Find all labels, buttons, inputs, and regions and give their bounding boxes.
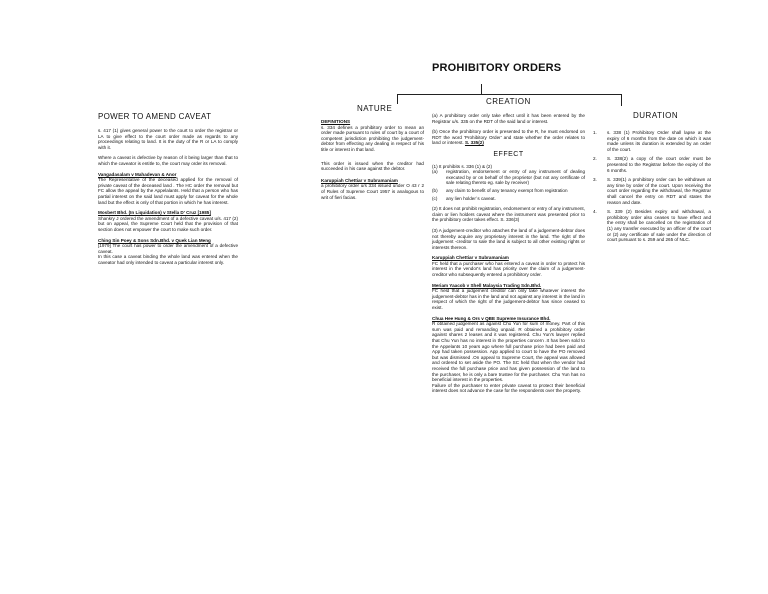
list-item [593, 130, 711, 152]
list-number: 1. [593, 130, 597, 135]
effect-intro: (1) It prohibits s. 336 (1) & (2) [432, 163, 492, 169]
list-text: S. 339 (2) Besides expiry and withdrawal, a prohibitory order also ceases to have effect and the entry shall be cancelled on the registration of (1) any transfer executed by an officer of the court or (2) any certificate of sale under the direction of court pursuant to s. 259 and 265 of NLC. [607, 209, 711, 243]
case-title: Meriam Yaacob v Shell Malaysia Trading Sdn.Bhd. [432, 282, 542, 288]
case-text: The Representative of the deceased applied for the removal of private caveat of the deceased land . The HC order the removal but FC allow the appeal by the Appelalants. Held that a person who has partial interest on the said land must apply for caveat for the whole land but the effect is only of that portion in which he has interest. [98, 177, 238, 205]
paragraph: (3) A judgement-creditor who attaches the land of a judgement-debtor does not thereby acquire any proprietary interest in the land. The right of the judgement -creditor to sale the land is subject to all other existing rights or interests thereon. [432, 227, 585, 250]
list-text: registration, endorsement or entry of any instrument of dealing executed by or on behalf of the proprietor (but not any certificate of sale relating thereto eg. sale by receiver) [446, 169, 585, 186]
paragraph: Where a caveat is defective by reason of it being larger than that to which the caveator is entitle to, the court may order its removal. [98, 155, 238, 166]
list-number: (b) [432, 187, 438, 193]
column-creation-effect [432, 113, 585, 394]
list-item [432, 188, 585, 194]
page-title: PROHIBITORY ORDERS [432, 62, 562, 74]
duration-list [593, 130, 711, 243]
list-item [432, 196, 585, 202]
diagram-hbar [397, 94, 622, 95]
effect-list [432, 169, 585, 201]
case-title: Karuppiah Chettiar v Subramaniam [432, 255, 509, 261]
column-nature [321, 119, 424, 205]
list-text: S. 339(1) a prohibitory order can be withdrawn at any time by order of the court. Upon receiving the court order regarding the withdrawal, the Registrar shall cancel the entry on RDT and states the reason and date. [607, 177, 711, 205]
case-title: Mosbert Bhd. (In Liquidation) v Stella D' Cruz [1985] [98, 210, 211, 216]
case-text: FC held that a judgement creditor can only take whatever interest the judgement-debtor has in the land and not against any interest in the land in respect of which the right of the judgement-debtor has since ceased to exist. [432, 288, 585, 311]
list-number: 4. [593, 209, 597, 215]
column-duration [593, 130, 711, 247]
paragraph: (a) A prohibitory order only take effect until it has been entered by the Registrar u/s. 335 on the RDT of the said land or interest. [432, 113, 585, 124]
list-number: 2. [593, 156, 597, 162]
list-text: any claim to benefit of any tenancy exempt from registration [446, 187, 568, 193]
paragraph [432, 129, 585, 146]
diagram-left-drop [397, 94, 398, 104]
duration-label: DURATION [633, 111, 679, 120]
column-power-to-amend [98, 128, 238, 265]
list-number: (a) [432, 169, 438, 175]
case-title: Karuppiah Chettiar v Subramaniam [321, 177, 398, 183]
case-text: FC held that a purchaser who has entered a caveat in order to protect his interest in the vendor's land has priority over the claim of a judgement-creditor who subsequently entered a prohibitory order. [432, 260, 585, 278]
definitions-text: s. 334 defines a prohibitory order to mean an order made pursuant to rules of court by a court of competent jurisdiction prohibiting the judgement-debtor from effecting any dealing in respect of his title or interest in that land. [321, 124, 424, 152]
case-title: Vangadasalam v Mahadevan & Anor [98, 171, 177, 177]
case-text: Failure of the purchaser to enter private caveat to protect their beneficial interest does not advance the case for the respondents over the property. [432, 382, 585, 394]
case-text: R obtained judgement as against Chu Yun for sum of money. Part of this sum was paid and remanding unpaid. R obtained a prohibitory order against shares 2 leases and it was registered. Chu Yun's lawyer replied that Chu Yun has no interest in the properties concern .It has been sold to the Appelants 10 years ago where full purchase price had been paid and App had taken possession. App applied to court to have the PO removed but was dismissed .On appeal to Supreme Court, the appeal was allowed and ordered to set aside the PO. The SC held that when the vendor had received the full purchase price and has given possession of the land to the purchaser, he is only a bare trustee for the purchaser. Chu Yun has no beneficial interest in the properties. [432, 321, 585, 383]
list-number: 3. [593, 177, 597, 183]
definitions-title: DEFINITIONS [321, 119, 351, 124]
paragraph-text: (b) Once the prohibitory order is presented to the R, he must endorsed on RDT the word 'Prohibitory Order' and state whether the order relates to land or interest. [432, 129, 585, 146]
diagram-right-drop [621, 94, 622, 106]
list-text: s. 338 (1) Prohibitory Order shall lapse at the expiry of 6 months from the date on which it was made unless its duration is extended by an order of the court. [607, 130, 711, 152]
list-number: (c) [432, 195, 438, 201]
section-ref: S. 335(2) [464, 140, 484, 146]
list-text: any lien holder`s caveat. [446, 195, 496, 201]
paragraph: This order is issued when the creditor had succeeded in his case against the debtor. [321, 160, 424, 172]
case-title: Chua Hee Hung & Ors v QBE Supreme Insurance Bhd. [432, 315, 551, 321]
list-item [432, 169, 585, 186]
case-text: In this case a caveat binding the whole land was entered when the caveator had only intended to caveat a particular interest only. [98, 254, 238, 265]
paragraph: s. 417 (1) gives general power to the court to order the registrar or LA to give effect to the court order made as regards to any proceedings relating to land. It is the duty of the R or LA to comply with it. [98, 128, 238, 150]
case-text: [1979] The court has power to order the amendment of a defective caveat. [98, 243, 238, 254]
case-text: Shankry J ordered the amendment of a defective caveat u/s. 417 (2) but on appeal, the Supreme Court held that the provision of that section does not empower the court to make such order. [98, 215, 238, 232]
effect-heading: EFFECT [493, 150, 524, 158]
case-text: a prohibitory order u/s 334 issued under O 43 r 2 of Rules of Supreme Court 1957 is analogous to writ of fieri facias. [321, 183, 424, 200]
list-item [593, 177, 711, 205]
power-to-amend-heading: POWER TO AMEND CAVEAT [98, 112, 212, 121]
paragraph: (2) It does not prohibit registration, endorsement or entry of any instrument, claim or lien holders caveat where the instrument was presented prior to the prohibitory order takes effect. S. 336(3) [432, 206, 585, 223]
list-item [593, 156, 711, 173]
list-item [593, 209, 711, 243]
case-title: Ching Sin Poey & Sons Sdn.Bhd. v Quek Lian Meng [98, 237, 211, 243]
nature-label: NATURE [357, 104, 393, 113]
creation-label: CREATION [486, 97, 531, 106]
list-text: S. 338(2) a copy of the court order must be presented to the Registrar before the expiry of the 6 months. [607, 156, 711, 173]
